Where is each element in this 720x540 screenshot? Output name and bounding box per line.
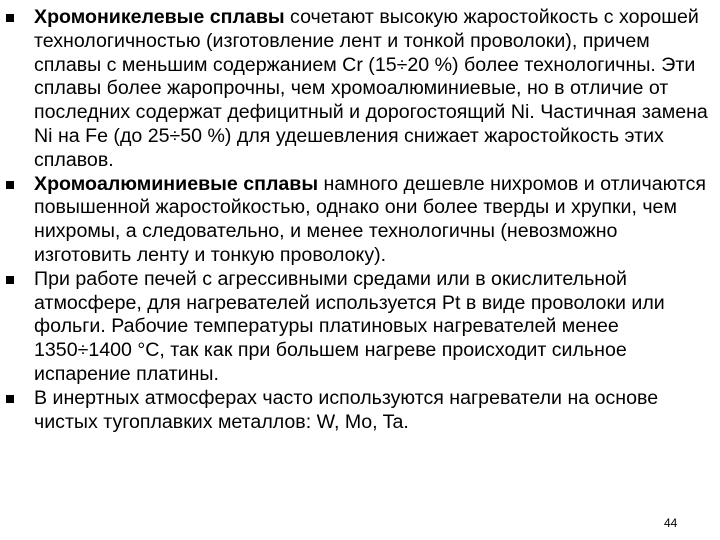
bold-term: Хромоалюминиевые сплавы <box>34 172 319 195</box>
item-text: При работе печей с агрессивными средами или в окислительной атмосфере, для нагревателей используется Pt в виде проволоки или фольги. Рабочие температуры платиновых нагревателей менее 1350÷1400 °С, так как при большем нагреве происходит сильное испарение платины. <box>34 267 665 385</box>
bold-term: Хромоникелевые сплавы <box>34 6 285 28</box>
square-bullet-icon <box>6 14 14 22</box>
square-bullet-icon <box>6 276 14 284</box>
list-item <box>0 6 720 173</box>
item-text: сочетают высокую жаростойкость с хорошей технологичностью (изготовление лент и тонкой проволоки), причем сплавы с меньшим содержанием Cr (15÷20 %) более технологичны. Эти сплавы более жаропрочны, чем хромоалюминиевые, но в отличие от последних содержат дефицитный и дорогостоящий Ni. Частичная замена Ni на Fe (до 25÷50 %) для удешевления снижает жаростойкость этих сплавов. <box>34 6 708 171</box>
list-item <box>0 268 720 387</box>
bullet-list <box>0 6 720 434</box>
item-text: намного дешевле нихромов и отличаются повышенной жаростойкостью, однако они более тверды и хрупки, чем нихромы, а следовательно, и менее технологичны (невозможно изготовить ленту и тонкую проволоку). <box>34 172 707 266</box>
page-number: 44 <box>664 516 678 530</box>
list-item <box>0 387 720 435</box>
square-bullet-icon <box>6 181 14 189</box>
list-item <box>0 173 720 268</box>
item-text: В инертных атмосферах часто используются нагреватели на основе чистых тугоплавких металлов: W, Mo, Ta. <box>34 386 659 433</box>
square-bullet-icon <box>6 395 14 403</box>
